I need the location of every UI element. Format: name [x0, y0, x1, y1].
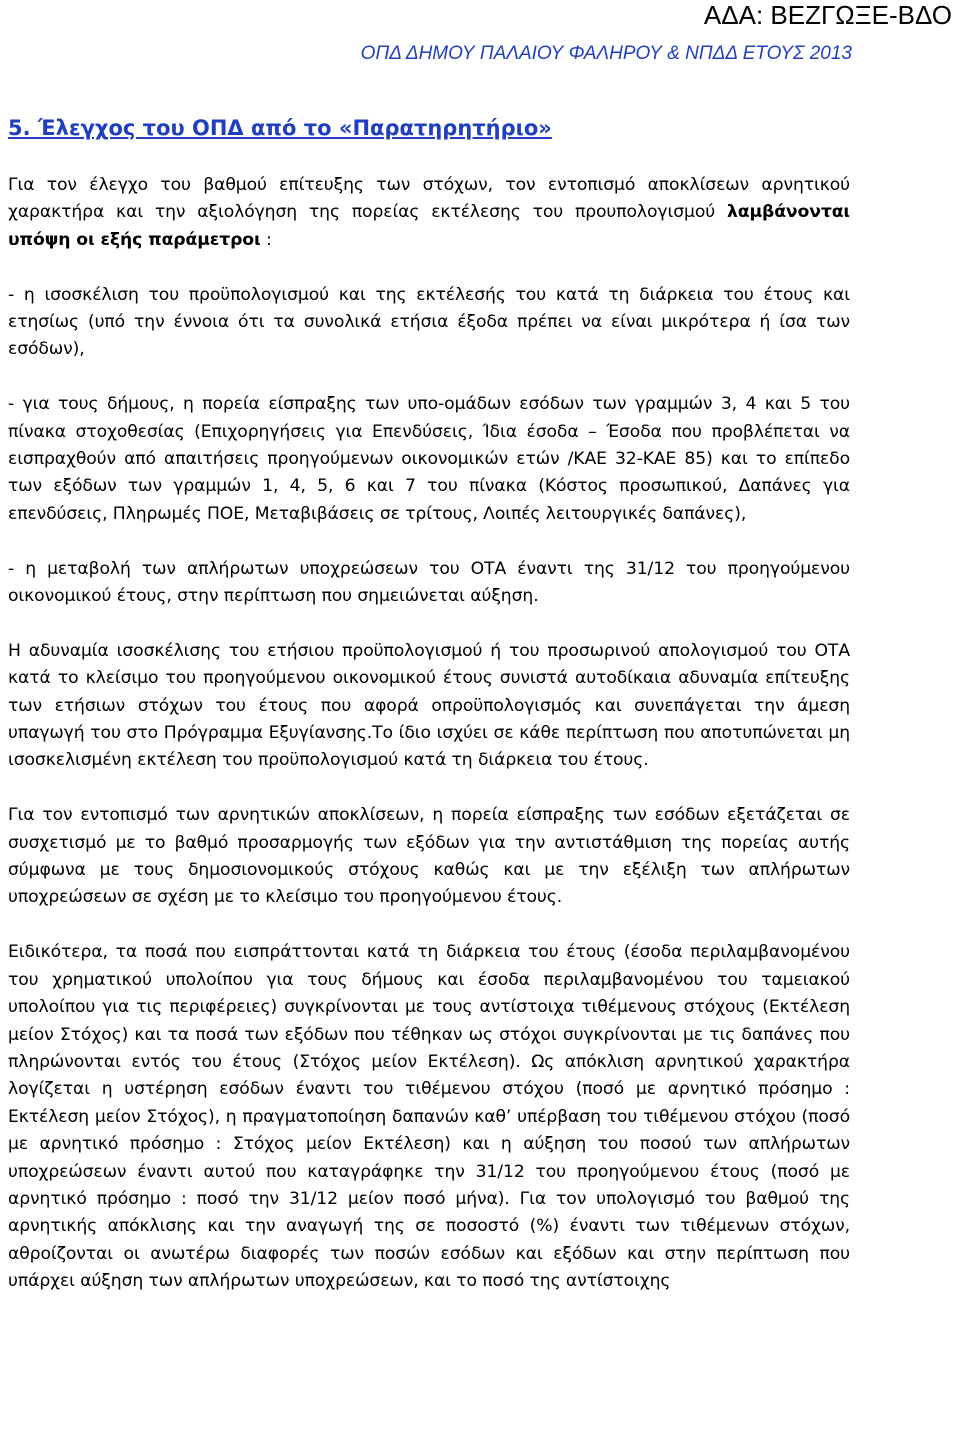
document-body [8, 172, 850, 1296]
paragraph-deviations: Για τον εντοπισμό των αρνητικών αποκλίσεων, η πορεία είσπραξης των εσόδων εξετάζεται σε συσχετισμό με το βαθμό προσαρμογής των εξόδων για την αντιστάθμιση της πορείας αυτής σύμφωνα με τους δημοσιονομικούς στόχους καθώς και με την εξέλιξη των απλήρωτων υποχρεώσεων σε σχέση με το κλείσιμο του προηγούμενου έτους. [8, 805, 850, 908]
ada-code: ΑΔΑ: ΒΕΖΓΩΞΕ-ΒΔΟ [703, 0, 952, 30]
document-header: ΟΠΔ ΔΗΜΟΥ ΠΑΛΑΙΟΥ ΦΑΛΗΡΟΥ & ΝΠΔΔ ΕΤΟΥΣ 2013 [360, 43, 852, 64]
paragraph-inability: Η αδυναμία ισοσκέλισης του ετήσιου προϋπολογισμού ή του προσωρινού απολογισμού του ΟΤΑ κατά το κλείσιμο του προηγούμενου οικονομικού έτους συνιστά αυτοδίκαια αδυναμία επίτευξης των ετήσιων στόχων του έτους που αφορά οπροϋπολογισμός και συνεπάγεται την άμεση υπαγωγή του στο Πρόγραμμα Εξυγίανσης.Το ίδιο ισχύει σε κάθε περίπτωση που αποτυπώνεται μη ισοσκελισμένη εκτέλεση του προϋπολογισμού κατά τη διάρκεια του έτους. [8, 640, 850, 771]
paragraph-intro [8, 172, 850, 254]
paragraph-specifically: Ειδικότερα, τα ποσά που εισπράττονται κατά τη διάρκεια του έτους (έσοδα περιλαμβανομένου του χρηματικού υπολοίπου για τους δήμους και έσοδα περιλαμβανομένου του ταμειακού υπολοίπου για τις περιφέρειες) συγκρίνονται με τους αντίστοιχα τιθέμενους στόχους (Εκτέλεση μείον Στόχος) και τα ποσά των εξόδων που τέθηκαν ως στόχοι συγκρίνονται με τις δαπάνες που πληρώνονται εντός του έτους (Στόχος μείον Εκτέλεση). Ως απόκλιση αρνητικού χαρακτήρα λογίζεται η υστέρηση εσόδων έναντι του τιθέμενου στόχου (ποσό με αρνητικό πρόσημο : Εκτέλεση μείον Στόχος), η πραγματοποίηση δαπανών καθ’ υπέρβαση του τιθέμενου στόχου (ποσό με αρνητικό πρόσημο : Στόχος μείον Εκτέλεση) και η αύξηση του ποσού των απλήρωτων υποχρεώσεων έναντι αυτού που καταγράφηκε την 31/12 του προηγούμενου έτους (ποσό με αρνητικό πρόσημο : ποσό την 31/12 μείον ποσό μήνα). Για τον υπολογισμό του βαθμού της αρνητικής απόκλισης και την αναγωγή της σε ποσοστό (%) έναντι των τιθέμενων στόχων, αθροίζονται οι ανωτέρω διαφορές των ποσών εσόδων και εξόδων και στην περίπτωση που υπάρχει αύξηση των απλήρωτων υποχρεώσεων, και το ποσό της αντίστοιχης [8, 942, 850, 1292]
paragraph-balance: - η ισοσκέλιση του προϋπολογισμού και της εκτέλεσής του κατά τη διάρκεια του έτους και ετησίως (υπό την έννοια ότι τα συνολικά ετήσια έξοδα πρέπει να είναι μικρότερα ή ίσα των εσόδων), [8, 284, 850, 360]
paragraph-revenue: - για τους δήμους, η πορεία είσπραξης των υπο-ομάδων εσόδων των γραμμών 3, 4 και 5 του πίνακα στοχοθεσίας (Επιχορηγήσεις για Επενδύσεις, Ίδια έσοδα – Έσοδα που προβλέπεται να εισπραχθούν από απαιτήσεις προηγούμενων οικονομικών ετών /ΚΑΕ 32-ΚΑΕ 85) και το επίπεδο των εξόδων των γραμμών 1, 4, 5, 6 και 7 του πίνακα (Κόστος προσωπικού, Δαπάνες για επενδύσεις, Πληρωμές ΠΟΕ, Μεταβιβάσεις σε τρίτους, Λοιπές λειτουργικές δαπάνες), [8, 394, 850, 524]
paragraph-liabilities: - η μεταβολή των απλήρωτων υποχρεώσεων του ΟΤΑ έναντι της 31/12 του προηγούμενου οικονομικού έτους, στην περίπτωση που σημειώνεται αύξηση. [8, 558, 850, 607]
section-title: 5. Έλεγχος του ΟΠΔ από το «Παρατηρητήριο» [8, 116, 552, 140]
paragraph-intro-bold: λαμβάνονται υπόψη οι εξής παράμετροι [8, 202, 850, 250]
paragraph-intro-end: : [260, 229, 272, 250]
paragraph-intro-text: Για τον έλεγχο του βαθμού επίτευξης των στόχων, τον εντοπισμό αποκλίσεων αρνητικού χαρακτήρα και την αξιολόγηση της πορείας εκτέλεσης του προυπολογισμού [8, 175, 850, 223]
